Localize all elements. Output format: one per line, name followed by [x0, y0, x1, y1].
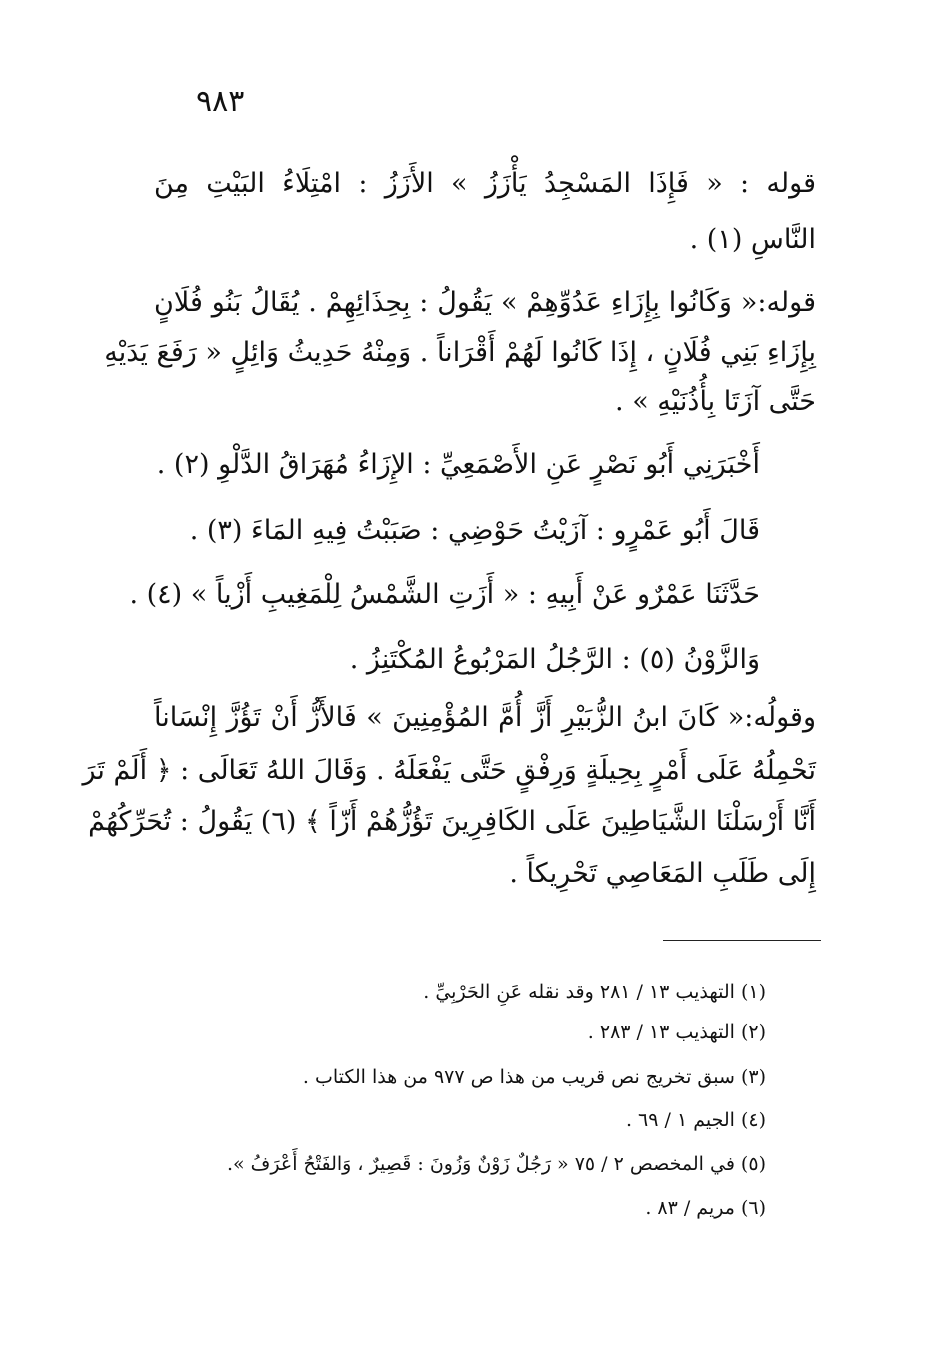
quote-line-4: وَالزَّوْنُ (٥) : الرَّجُلُ المَرْبُوعُ المُكْتَنِزُ .: [349, 644, 760, 675]
paragraph-3-line-4: إِلَى طَلَبِ المَعَاصِي تَحْرِيكاً .: [509, 858, 816, 889]
footnote-2: (٢) التهذيب ١٣ / ٢٨٣ .: [587, 1021, 766, 1043]
paragraph-1-line-2: النَّاسِ (١) .: [689, 224, 816, 255]
page-number: ٩٨٣: [196, 84, 245, 119]
quote-line-1: أَخْبَرَنِي أَبُو نَصْرٍ عَنِ الأَصْمَعِيِّ : الإِزَاءُ مُهَرَاقُ الدَّلْوِ (٢) .: [156, 449, 760, 480]
footnote-6: (٦) مريم / ٨٣ .: [645, 1197, 766, 1219]
footnote-4: (٤) الجيم ١ / ٦٩ .: [625, 1109, 766, 1131]
footnote-5: (٥) في المخصص ٢ / ٧٥ « رَجُلٌ زَوْنٌ وَزُونَ : قَصِيرٌ ، وَالفَتْحُ أَعْرَفُ ».: [226, 1153, 766, 1175]
footnote-separator: [663, 940, 821, 941]
footnote-3: (٣) سبق تخريج نص قريب من هذا ص ٩٧٧ من هذا الكتاب .: [302, 1066, 766, 1088]
paragraph-2-line-1: قوله:« وَكَانُوا بِإِزَاءِ عَدُوِّهِمْ » يَقُولُ : بِحِذَائِهِمْ . يُقَالُ بَنُو فُلَانٍ: [154, 287, 816, 318]
quote-line-3: حَدَّثَنَا عَمْرٌو عَنْ أَبِيهِ : « أَزَتِ الشَّمْسُ لِلْمَغِيبِ أَزْياً » (٤) .: [129, 579, 760, 610]
paragraph-3-line-3: أَنَّا أَرْسَلْنَا الشَّيَاطِينَ عَلَى الكَافِرِينَ تَؤُزُّهُمْ أَزّاً ﴾ (٦) يَقُولُ : تُحَرِّكُهُمْ: [88, 806, 816, 837]
paragraph-2-line-3: حَتَّى آزَتَا بِأُذُنَيْهِ » .: [615, 386, 816, 417]
paragraph-3-line-2: تَحْمِلُهُ عَلَى أَمْرٍ بِحِيلَةٍ وَرِفْقٍ حَتَّى يَفْعَلَهُ . وَقَالَ اللهُ تَعَالَى : ﴿ أَلَمْ تَرَ: [82, 755, 816, 786]
paragraph-3-line-1: وقولُه:« كَانَ ابنُ الزُّبَيْرِ أَزَّ أُمَّ المُؤْمِنِينَ » فَالأَزُّ أَنْ تَؤُزَّ إِنْسَاناً: [154, 702, 816, 733]
footnote-1: (١) التهذيب ١٣ / ٢٨١ وقد نقله عَنِ الحَرْبِيِّ .: [423, 981, 766, 1003]
paragraph-2-line-2: بِإِزَاءِ بَنِي فُلَانٍ ، إِذَا كَانُوا لَهُمْ أَقْرَاناً . وَمِنْهُ حَدِيثُ وَائِلٍ « رَفَعَ يَدَيْهِ: [104, 337, 816, 368]
paragraph-1-line-1: قوله : « فَإِذَا المَسْجِدُ يَأْزَزُ » الأَزَزُ : امْتِلَاءُ البَيْتِ مِنَ: [154, 168, 816, 199]
quote-line-2: قَالَ أَبُو عَمْرٍو : آزَيْتُ حَوْضِي : صَبَبْتُ فِيهِ المَاءَ (٣) .: [189, 515, 760, 546]
